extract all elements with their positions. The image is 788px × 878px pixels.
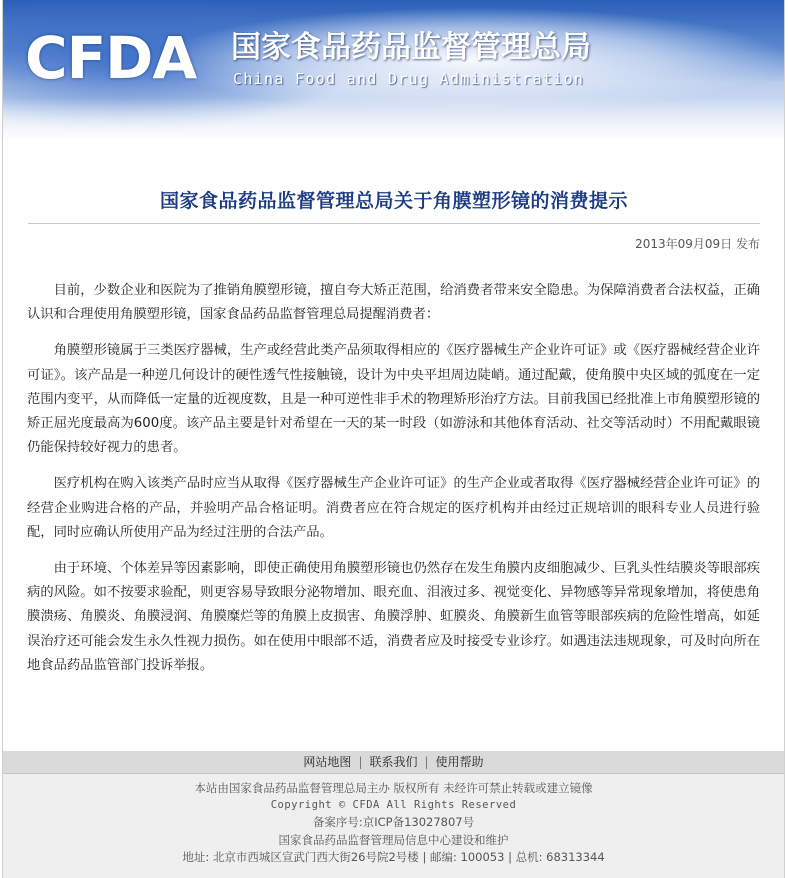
banner-fade [3, 98, 784, 138]
footer-link-contact[interactable]: 联系我们 [369, 755, 418, 769]
article-paragraph: 医疗机构在购入该类产品时应当从取得《医疗器械生产企业许可证》的生产企业或者取得《医疗器械经营企业许可证》的经营企业购进合格的产品，并验明产品合格证明。消费者应在符合规定的医疗机构并由经过正规培训的眼科专业人员进行验配，同时应确认所使用产品为经过注册的合法产品。 [27, 476, 760, 540]
title-divider [28, 223, 760, 224]
right-frame-line [784, 0, 785, 878]
article-title: 国家食品药品监督管理总局关于角膜塑形镜的消费提示 [159, 190, 628, 212]
nav-separator: | [358, 755, 363, 769]
agency-name-en: China Food and Drug Administration [233, 70, 585, 88]
footer-link-sitemap[interactable]: 网站地图 [303, 755, 352, 769]
cfda-logo[interactable]: CFDA [25, 24, 197, 92]
footer-copyright: Copyright © CFDA All Rights Reserved [270, 799, 517, 812]
footer-address: 地址: 北京市西城区宣武门西大街26号院2号楼 | 邮编: 100053 | 总机: 68313344 [182, 849, 605, 864]
article-paragraph: 角膜塑形镜属于三类医疗器械，生产或经营此类产品须取得相应的《医疗器械生产企业许可证》或《医疗器械经营企业许可证》。该产品是一种逆几何设计的硬性透气性接触镜，设计为中央平坦周边陡峭。通过配戴，使角膜中央区域的弧度在一定范围内变平，从而降低一定量的近视度数，且是一种可逆性非手术的物理矫形治疗方法。目前我国已经批准上市角膜塑形镜的矫正屈光度最高为600度。该产品主要是针对希望在一天的某一时段（如游泳和其他体育活动、社交等活动时）不用配戴眼镜仍能保持较好视力的患者。 [27, 343, 760, 456]
article-body [27, 279, 760, 690]
published-label: 发布 [735, 237, 760, 251]
publish-info [635, 235, 760, 252]
footer-info [3, 780, 784, 866]
footer-link-help[interactable]: 使用帮助 [435, 755, 484, 769]
footer-icp: 备案序号:京ICP备13027807号 [312, 815, 475, 830]
footer-nav [3, 751, 784, 774]
footer-ownership: 本站由国家食品药品监督管理总局主办 版权所有 未经许可禁止转载或建立镜像 [194, 781, 593, 795]
publish-date: 2013年09月09日 [635, 237, 733, 251]
article-paragraph: 目前，少数企业和医院为了推销角膜塑形镜，擅自夸大矫正范围，给消费者带来安全隐患。为保障消费者合法权益，正确认识和合理使用角膜塑形镜，国家食品药品监督管理总局提醒消费者： [27, 283, 760, 323]
nav-separator: | [424, 755, 429, 769]
article-paragraph: 由于环境、个体差异等因素影响，即使正确使用角膜塑形镜也仍然存在发生角膜内皮细胞减少、巨乳头性结膜炎等眼部疾病的风险。如不按要求验配，则更容易导致眼分泌物增加、眼充血、泪液过多、视觉变化、异物感等异常现象增加，将使患角膜溃疡、角膜炎、角膜浸润、角膜糜烂等的角膜上皮损害、角膜浮肿、虹膜炎、角膜新生血管等眼部疾病的危险性增高，如延误治疗还可能会发生永久性视力损伤。如在使用中眼部不适，消费者应及时接受专业诊疗。如遇违法违规现象，可及时向所在地食品药品监管部门投诉举报。 [27, 561, 760, 673]
footer [3, 751, 784, 878]
footer-maintainer: 国家食品药品监督管理局信息中心建设和维护 [278, 832, 509, 847]
header-banner [3, 0, 784, 138]
agency-name-cn: 国家食品药品监督管理总局 [231, 30, 591, 65]
